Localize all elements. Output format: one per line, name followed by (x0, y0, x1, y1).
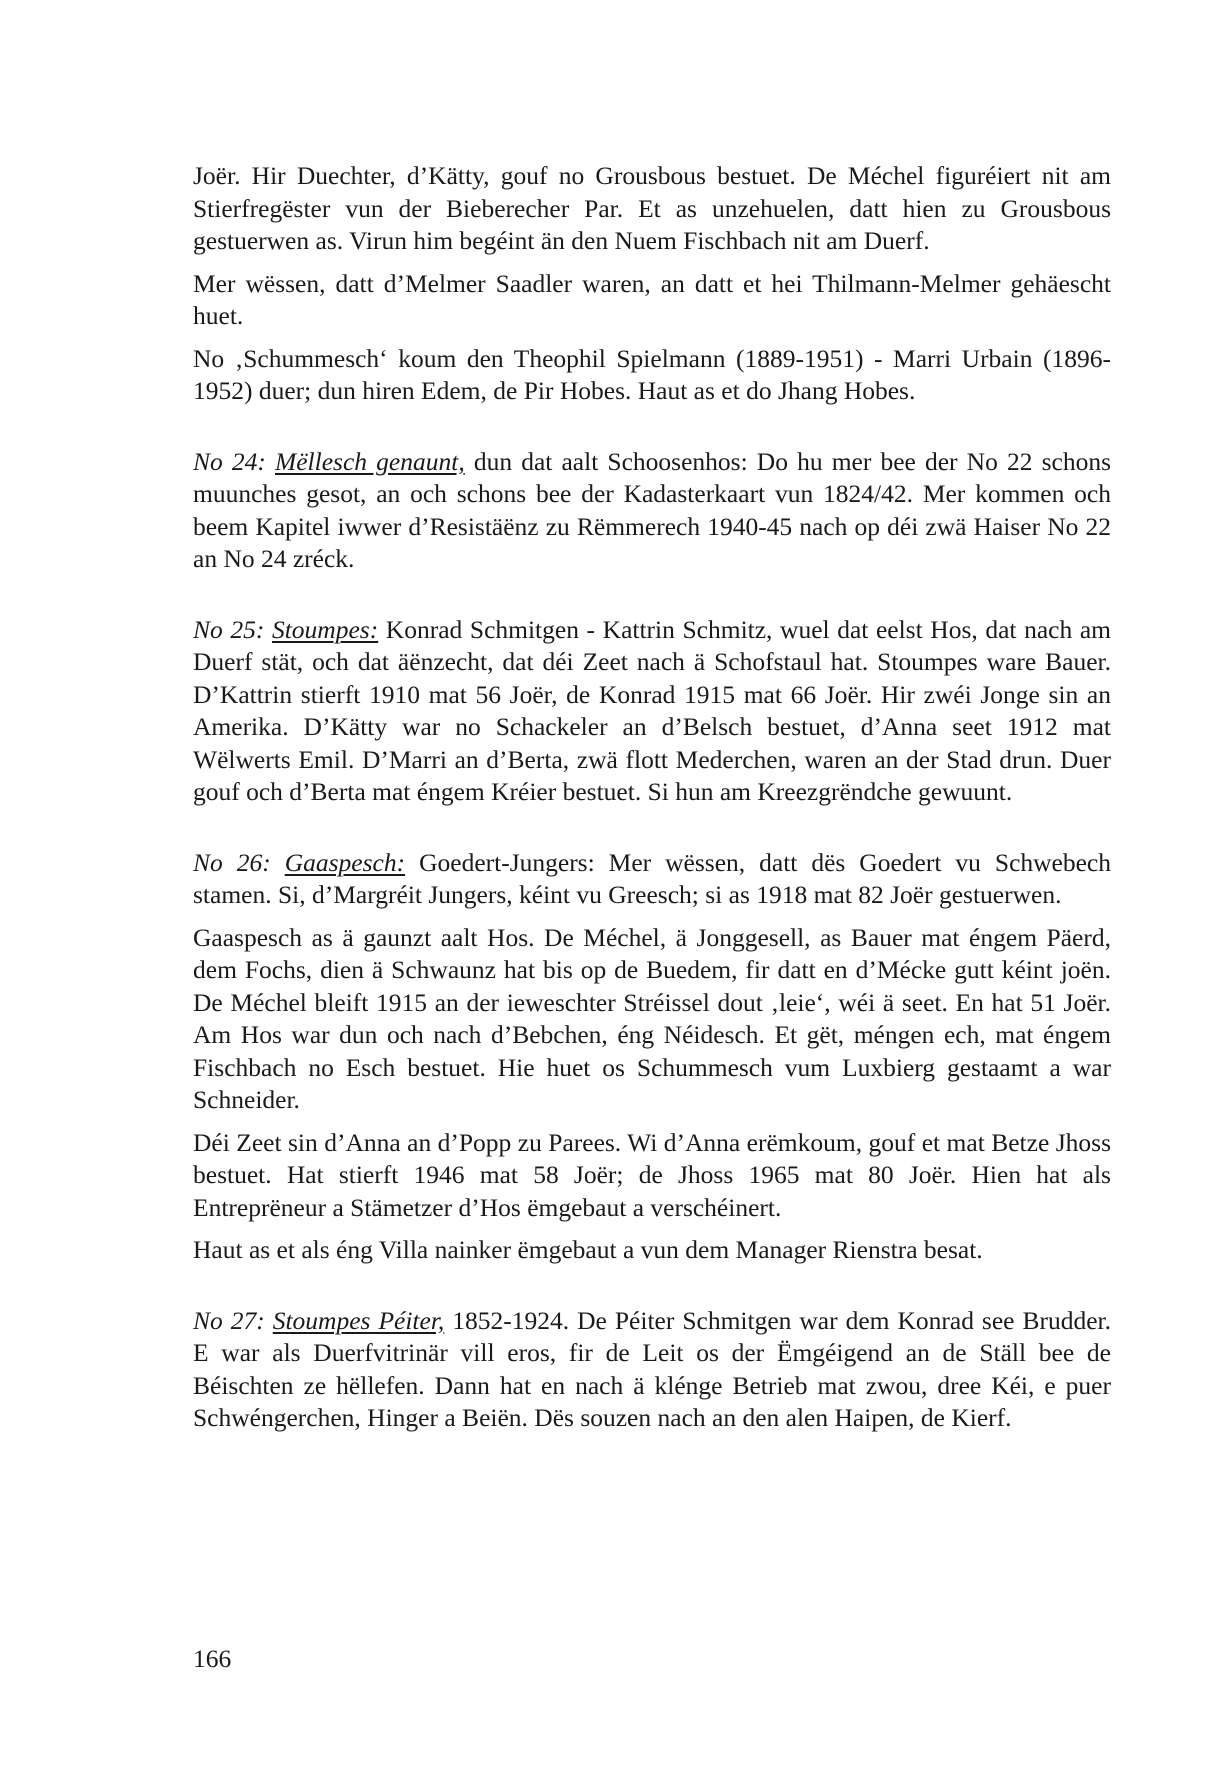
entry-number: No 24: (193, 446, 266, 476)
paragraph-gaaspesch-2: Déi Zeet sin d’Anna an d’Popp zu Parees. Wi d’Anna erëmkoum, gouf et mat Betze Jhoss bestuet. Hat stierft 1946 mat 58 Joër; de Jhoss 1965 mat 80 Joër. Hien hat als Entreprëneur a Stämetzer d’Hos ëmgebaut a verschéinert. (193, 1127, 1111, 1222)
entry-no-27 (193, 1305, 1111, 1435)
entry-no-24 (193, 446, 1111, 576)
entry-number: No 27: (193, 1305, 265, 1335)
entry-number: No 26: (193, 847, 271, 877)
page-number: 166 (193, 1644, 232, 1673)
paragraph-1: Joër. Hir Duechter, d’Kätty, gouf no Grousbous bestuet. De Méchel figuréiert nit am Stierfregëster vun der Bieberecher Par. Et as unzehuelen, datt hien zu Grousbous gestuerwen as. Virun him begéint än den Nuem Fischbach nit am Duerf. (193, 161, 1111, 255)
entry-no-25 (193, 614, 1111, 809)
page-body (193, 160, 1111, 1435)
entry-text: Goedert-Jungers: Mer wëssen, datt dës Goedert vu Schwebech stamen. Si, d’Margréit Jungers, kéint vu Greesch; si as 1918 mat 82 Joër gestuerwen. (193, 847, 1112, 909)
entry-no-26 (193, 847, 1111, 912)
entry-title: Gaaspesch: (284, 847, 406, 877)
paragraph-3: No ‚Schummesch‘ koum den Theophil Spielmann (1889-1951) - Marri Urbain (1896-1952) duer; dun hiren Edem, de Pir Hobes. Haut as et do Jhang Hobes. (193, 343, 1111, 405)
entry-text: 1852-1924. De Péiter Schmitgen war dem Konrad see Brudder. E war als Duerfvitrinär vill eros, fir de Leit os der Ëmgéigend an de Ställ bee de Béischten ze hëllefen. Dann hat en nach ä kléngе Betrieb mat zwou, dree Kéi, e puer Schwéngerchen, Hinger a Beiën. Dës souzen nach an den alen Haipen, de Kierf. (193, 1305, 1112, 1432)
entry-title: Mëllesch genaunt, (275, 446, 465, 476)
paragraph-gaaspesch-3: Haut as et als éng Villa nainker ëmgebaut a vun dem Manager Rienstra besat. (193, 1235, 983, 1264)
entry-title: Stoumpes Péiter, (272, 1305, 445, 1335)
entry-text: Konrad Schmitgen - Kattrin Schmitz, wuel dat eelst Hos, dat nach am Duerf stät, och dat äënzecht, dat déi Zeet nach ä Schofstaul hat. Stoumpes ware Bauer. D’Kattrin stierft 1910 mat 56 Joër, de Konrad 1915 mat 66 Joër. Hir zwéi Jonge sin an Amerika. D’Kätty war no Schackeler an d’Belsch bestuet, d’Anna seet 1912 mat Wëlwerts Emil. D’Marri an d’Berta, zwä flott Mederchen, waren an der Stad drun. Duer gouf och d’Berta mat éngem Kréier bestuet. Si hun am Kreezgrëndche gewuunt. (193, 614, 1112, 806)
entry-number: No 25: (193, 614, 265, 644)
entry-title: Stoumpes: (271, 614, 379, 644)
paragraph-gaaspesch-1: Gaaspesch as ä gaunzt aalt Hos. De Méchel, ä Jonggesell, as Bauer mat éngem Päerd, dem Fochs, dien ä Schwaunz hat bis op de Buedem, fir datt en d’Mécke gutt kéint joën. De Méchel bleift 1915 an der ieweschter Stréissel dout ‚leie‘, wéi ä seet. En hat 51 Joër. Am Hos war dun och nach d’Bebchen, éng Néidesch. Et gët, méngen ech, mat éngem Fischbach no Esch bestuet. Hie huet os Schummesch vum Luxbierg gestaamt a war Schneider. (193, 922, 1111, 1114)
paragraph-2: Mer wëssen, datt d’Melmer Saadler waren, an datt et hei Thilmann-Melmer gehäescht huet. (193, 268, 1111, 330)
entry-text: dun dat aalt Schoosenhos: Do hu mer bee der No 22 schons muunches gesot, an och schons bee der Kadasterkaart vun 1824/42. Mer kommen och beem Kapitel iwwer d’Resistäënz zu Rëmmerech 1940-45 nach op déi zwä Haiser No 22 an No 24 zréck. (193, 446, 1111, 573)
